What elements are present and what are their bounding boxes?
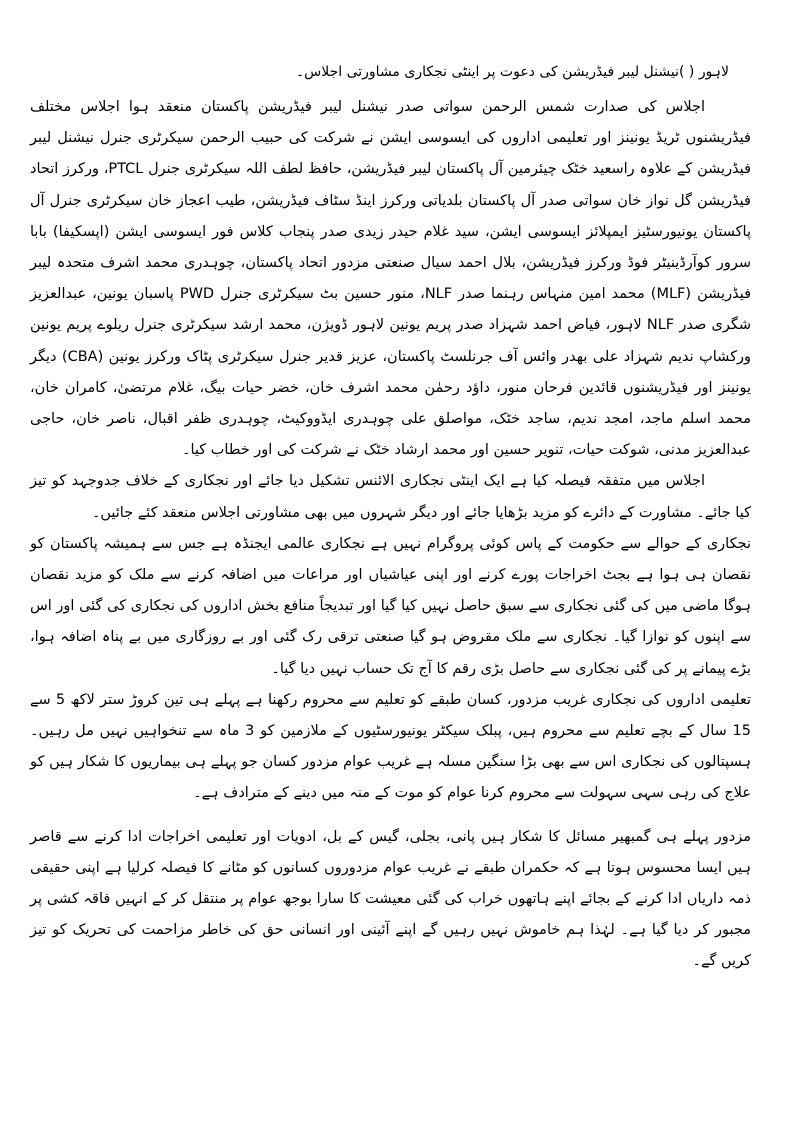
paragraph-privatization: نجکاری کے حوالے سے حکومت کے پاس کوئی پروگرام نہیں ہے نجکاری عالمی ایجنڈہ ہے جس سے ہمیشہ پاکستان کو نقصان ہی ہوا ہے بجٹ اخراجات پورے کرنے اور اپنی عیاشیاں اور مراعات میں اضافہ کرنے سے ملک کو مزید نقصان ہوگا ماضی میں کی گئی نجکاری سے سبق حاصل نہیں کیا گیا اور تبدیجاً منافع بخش اداروں کی نجکاری کی گئی اور اس سے اپنوں کو نوازا گیا۔ نجکاری سے ملک مقروض ہو گیا صنعتی ترقی رک گئی اور بے روزگاری میں بے پناہ اضافہ ہوا، بڑے پیمانے پر کی گئی نجکاری سے حاصل بڑی رقم کا آج تک حساب نہیں دیا گیا۔ (30, 535, 751, 677)
document-body (30, 92, 751, 978)
paragraph-conclusion: مزدور پہلے ہی گمبھیر مسائل کا شکار ہیں پانی، بجلی، گیس کے بل، ادویات اور تعلیمی اخراجات ادا کرنے سے قاصر ہیں ایسا محسوس ہوتا ہے کہ حکمران طبقے نے غریب عوام مزدوروں کسانوں کو مٹانے کا فیصلہ کرلیا ہے اپنی حقیقی ذمہ داریاں ادا کرنے کے بجائے اپنے ہاتھوں خراب کی گئی معیشت کا سارا بوجھ عوام پر منتقل کر کے انہیں فاقہ کشی پر مجبور کر دیا گیا ہے۔ لہٰذا ہم خاموش نہیں رہیں گے اپنے آئینی اور انسانی حق کی خاطر مزاحمت کی تحریک کو تیز کریں گے۔ (30, 828, 751, 970)
paragraph-education-health: تعلیمی اداروں کی نجکاری غریب مزدور، کسان طبقے کو تعلیم سے محروم رکھنا ہے پہلے ہی تین کروڑ ستر لاکھ 5 سے 15 سال کے بچے تعلیم سے محروم ہیں، پبلک سیکٹر یونیورسٹیوں کے ملازمین کو 3 ماہ سے تنخواہیں نہیں مل رہیں۔ ہسپتالوں کی نجکاری اس سے بھی بڑا سنگین مسلہ ہے غریب عوام مزدور کسان جو پہلے ہی بیماریوں کا شکار ہیں کو علاج کی رہی سہی سہولت سے محروم کرنا عوام کو موت کے منہ میں دینے کے مترادف ہے۔ (30, 691, 751, 802)
paragraph-decision: اجلاس میں متفقہ فیصلہ کیا ہے ایک اینٹی نجکاری الائنس تشکیل دیا جائے اور نجکاری کے خلاف جدوجہد کو تیز کیا جائے۔ مشاورت کے دائرے کو مزید بڑھایا جائے اور دیگر شہروں میں بھی مشاورتی اجلاس منعقد کئے جائیں۔ (30, 473, 751, 521)
paragraph-attendees: اجلاس کی صدارت شمس الرحمن سواتی صدر نیشنل لیبر فیڈریشن پاکستان منعقد ہوا اجلاس مختلف فیڈریشنوں ٹریڈ یونینز اور تعلیمی اداروں کی ایسوسی ایشن نے شرکت کی حبیب الرحمن سیکرٹری جنرل نیشنل لیبر فیڈریشن کے علاوہ راسعید خٹک چیئرمین آل پاکستان لیبر فیڈریشن، حافظ لطف اللہ سیکرٹری جنرل PTCL، ورکرز اتحاد فیڈریشن گل نواز خان سواتی صدر آل پاکستان بلدیاتی ورکرز اینڈ سٹاف فیڈریشن، طیب اعجاز خان سیکرٹری جنرل آل پاکستان یونیورسٹیز ایمپلائز ایسوسی ایشن، سید غلام حیدر زیدی صدر پنجاب کلاس فور ایسوسی ایشن (اپسکیفا) بابا سرور کوآرڈینیٹر فوڈ ورکرز فیڈریشن، بلال احمد سیال صنعتی مزدور اتحاد پاکستان، چوہدری محمد اشرف متحدہ لیبر فیڈریشن (MLF) محمد امین منہاس رہنما صدر NLF، منور حسین بٹ سیکرٹری جنرل PWD پاسبان یونین، عبدالعزیز شگری صدر NLF لاہور، فیاض احمد شہزاد صدر پریم یونین لاہور ڈویژن، محمد ارشد سیکرٹری جنرل ریلوے پریم یونین ورکشاپ ندیم شہزاد علی بھدر وائس آف جرنلسٹ پاکستان، عزیز قدیر جنرل سیکرٹری پٹاک ورکرز یونین (CBA) دیگر یونینز اور فیڈریشنوں قائدین فرحان منور، داؤد رحمٰن محمد اشرف خان، خضر حیات بیگ، غلام مرتضیٰ، کامران خان، محمد اسلم ماجد، امجد ندیم، ساجد خٹک، مواصلق علی چوہدری ایڈووکیٹ، چوہدری ظفر اقبال، ناصر خان، حاجی عبدالعزیز مدنی، شوکت حیات، تنویر حسین اور محمد ارشاد خٹک نے شرکت کی اور خطاب کیا۔ (30, 99, 751, 459)
document-heading: لاہور ( )نیشنل لیبر فیڈریشن کی دعوت پر اینٹی نجکاری مشاورتی اجلاس۔ (295, 64, 729, 80)
